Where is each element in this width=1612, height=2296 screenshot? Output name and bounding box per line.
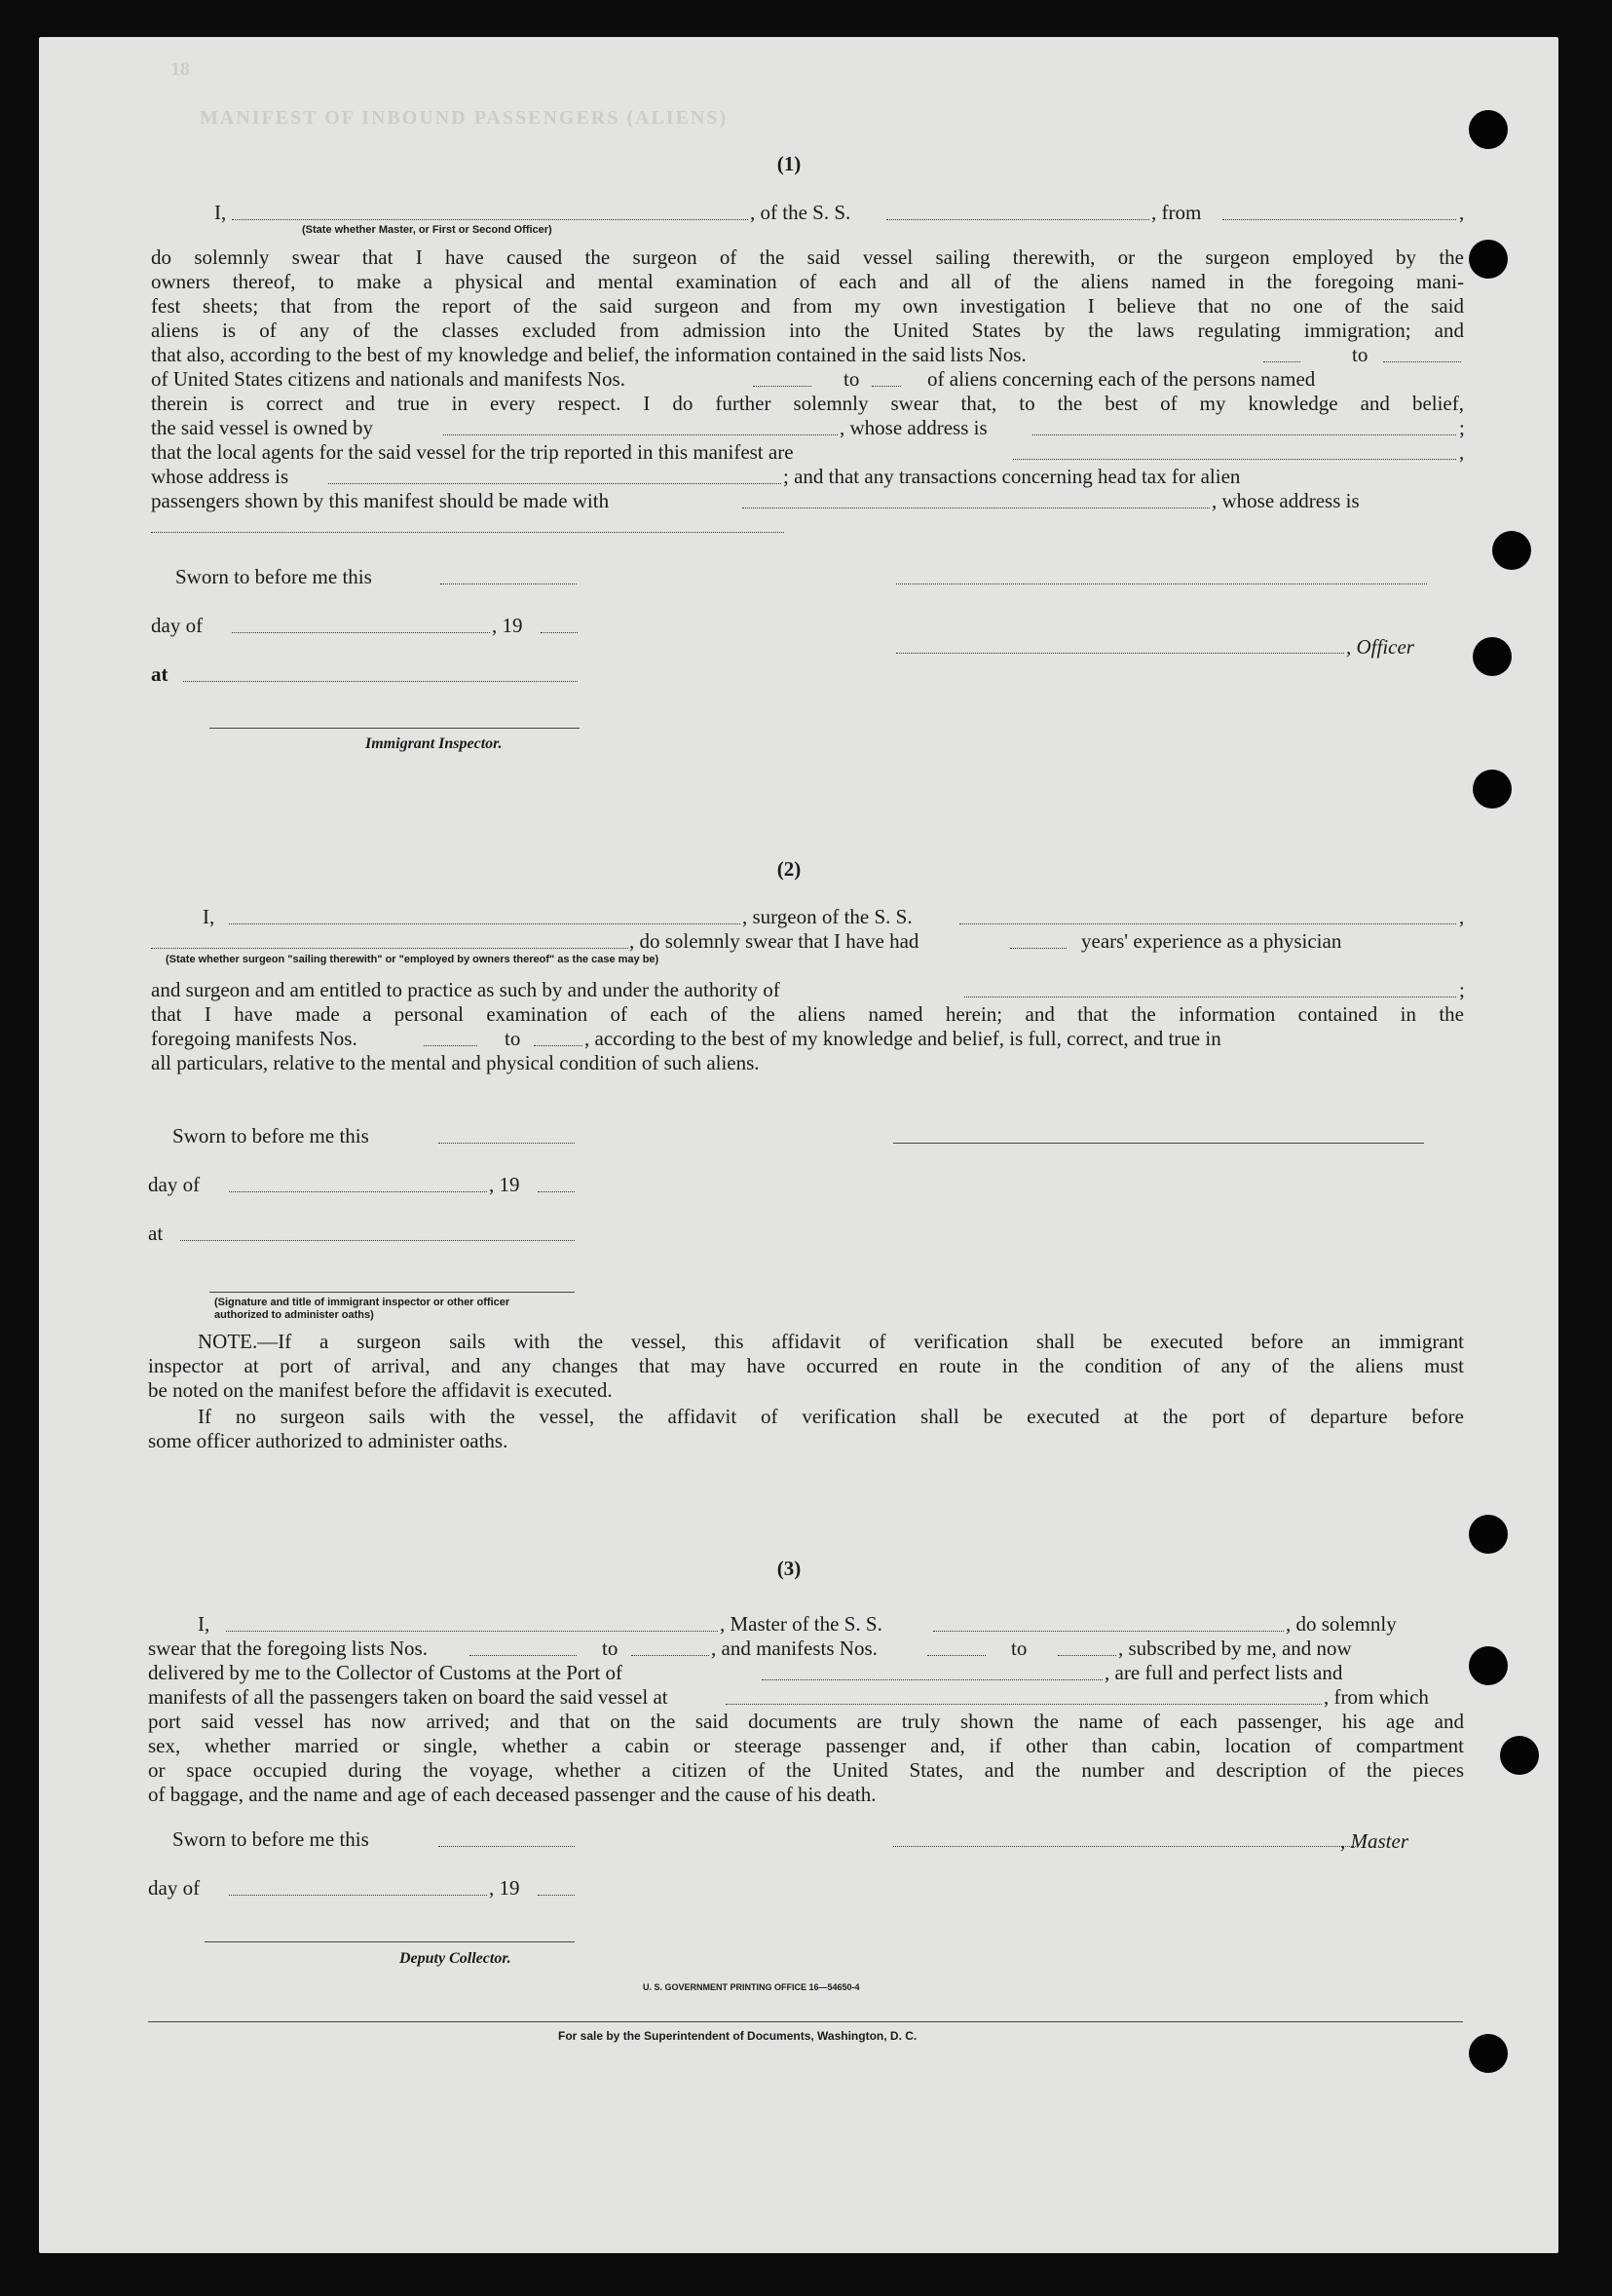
agents-address-field[interactable] [328,483,781,484]
sec3-manifests-from-field[interactable] [927,1655,986,1656]
sec2-manifest-from-field[interactable] [424,1045,477,1046]
sec2-day-of: day of [148,1173,201,1196]
port-of-arrival-field[interactable] [762,1679,1103,1680]
sec3-subscribed: , subscribed by me, and now [1118,1637,1352,1660]
sec2-comma: , [1459,905,1465,928]
punch-hole [1469,1646,1508,1685]
sec1-line-1: do solemnly swear that I have caused the surgeon of the said vessel sailing therewith, or the surgeon employed by the [151,245,1464,269]
manifests-from-field[interactable] [753,386,811,387]
section-1-number: (1) [776,152,802,175]
sec3-lists: swear that the foregoing lists Nos. [148,1637,428,1660]
punch-hole [1469,1515,1508,1554]
sec3-lists-to-field[interactable] [631,1655,709,1656]
sec3-port-of: delivered by me to the Collector of Customs at the Port of [148,1661,622,1684]
sec1-line-3: fest sheets; that from the report of the said surgeon and from my own investigation I believe that no one of the said [151,294,1464,318]
sec1-officer-label: , Officer [1346,635,1414,659]
section-3-number: (3) [776,1557,802,1580]
manifests-to-field[interactable] [872,386,901,387]
sec3-vessel-field[interactable] [933,1631,1284,1632]
sec2-line-6: all particulars, relative to the mental and physical condition of such aliens. [151,1051,760,1074]
sec3-year-field[interactable] [538,1895,575,1896]
master-signature-field[interactable] [893,1846,1356,1847]
note-line-1: NOTE.—If a surgeon sails with the vessel, this affidavit of verification shall be executed before an immigrant [198,1330,1464,1353]
sec3-line-6: sex, whether married or single, whether a cabin or steerage passenger and, if other than cabin, location of compartment [148,1734,1464,1757]
sec1-agents-address-label: whose address is [151,465,289,488]
sec2-sworn-day-field[interactable] [438,1143,575,1144]
gpo-imprint: U. S. GOVERNMENT PRINTING OFFICE 16—54650-4 [643,1982,860,1992]
sec3-manifests: , and manifests Nos. [711,1637,878,1660]
sec1-semicolon: ; [1459,416,1465,439]
surgeon-status-field[interactable] [151,948,628,949]
sec1-head-tax-with: passengers shown by this manifest should be made with [151,489,610,512]
port-of-departure-field[interactable] [726,1704,1322,1705]
sec2-signature-note: (Signature and title of immigrant inspector or other officer authorized to administer oaths) [214,1297,510,1321]
sec3-sworn-day-field[interactable] [438,1846,575,1847]
sec3-lists-to: to [602,1637,619,1660]
sec1-line-5-to: to [1352,343,1368,366]
local-agents-field[interactable] [1013,459,1456,460]
sec3-year-prefix: , 19 [489,1876,520,1900]
officer-name-field[interactable] [232,219,748,220]
sec2-physician: years' experience as a physician [1081,929,1342,953]
sec2-authority: and surgeon and am entitled to practice as such by and under the authority of [151,978,780,1001]
sec1-line-6-to: to [843,367,860,391]
from-port-field[interactable] [1222,219,1456,220]
sec1-line-5: that also, according to the best of my knowledge and belief, the information contained in the said lists Nos. [151,343,1027,366]
note-line-5: some officer authorized to administer oaths. [148,1429,508,1452]
sec3-line-7: or space occupied during the voyage, whether a citizen of the United States, and the number and description of the pieces [148,1758,1464,1782]
deputy-collector-label: Deputy Collector. [399,1950,511,1967]
sec1-head-tax: ; and that any transactions concerning head tax for alien [783,465,1241,488]
sec1-owned-by: the said vessel is owned by [151,416,374,439]
punch-hole [1500,1736,1539,1775]
lists-from-field[interactable] [1263,361,1300,362]
sec1-line-6-end: of aliens concerning each of the persons named [927,367,1316,391]
sec1-comma-2: , [1459,440,1465,464]
sec1-year-prefix: , 19 [492,614,523,637]
punch-hole [1469,110,1508,149]
sec1-local-agents: that the local agents for the said vessel for the trip reported in this manifest are [151,440,794,464]
sec2-year-field[interactable] [538,1191,575,1192]
officer-rank-note: (State whether Master, or First or Second Officer) [302,224,552,236]
sec3-master-of: , Master of the S. S. [720,1612,882,1636]
sec1-sworn-day-field[interactable] [440,583,577,584]
surgeon-status-note: (State whether surgeon "sailing therewith" or "employed by owners thereof" as the case may be) [166,954,659,965]
lists-to-field[interactable] [1383,361,1461,362]
sec3-taken-at: manifests of all the passengers taken on board the said vessel at [148,1685,668,1709]
sec2-i: I, [203,905,215,928]
sec3-day-of: day of [148,1876,201,1900]
sec3-solemnly: , do solemnly [1286,1612,1397,1636]
deputy-collector-signature-line[interactable] [205,1941,575,1942]
sec2-semicolon: ; [1459,978,1465,1001]
sec2-month-field[interactable] [229,1191,487,1192]
section-2-number: (2) [776,857,802,881]
sec1-sworn: Sworn to before me this [175,565,372,588]
sec1-line-2: owners thereof, to make a physical and mental examination of each and all of the aliens named in the foregoing mani- [151,270,1464,293]
sec2-manifest-to-field[interactable] [534,1045,582,1046]
punch-hole [1469,2034,1508,2073]
form-page [39,37,1558,2253]
sec1-comma: , [1459,201,1465,224]
punch-hole [1473,637,1512,676]
sec3-sworn: Sworn to before me this [172,1827,369,1851]
sec1-line-7: therein is correct and true in every respect. I do further solemnly swear that, to the best of my knowledge and belief, [151,392,1464,415]
sec1-day-of: day of [151,614,204,637]
sec2-to: to [505,1027,521,1050]
sec3-lists-from-field[interactable] [469,1655,577,1656]
sec1-i: I, [214,201,227,224]
surgeon-name-field[interactable] [229,923,740,924]
sec2-surgeon-of: , surgeon of the S. S. [742,905,913,928]
sec2-line-5-end: , according to the best of my knowledge and belief, is full, correct, and true in [584,1027,1221,1050]
vessel-name-field[interactable] [886,219,1149,220]
footer-rule [148,2021,1463,2022]
sec1-from: , from [1151,201,1202,224]
sec2-line-4: that I have made a personal examination of each of the aliens named herein; and that the information contained in the [151,1002,1464,1026]
sec1-head-tax-address-label: , whose address is [1212,489,1360,512]
sec2-officer-signature-line[interactable] [209,1292,575,1293]
sec3-full-lists: , are full and perfect lists and [1105,1661,1343,1684]
note-line-2: inspector at port of arrival, and any changes that may have occurred en route in the condition of any of the aliens must [148,1354,1464,1377]
owner-address-field[interactable] [1032,434,1456,435]
sec2-at: at [148,1222,164,1245]
inspector-signature-line[interactable] [209,728,580,729]
sec3-month-field[interactable] [229,1895,487,1896]
sec2-year-prefix: , 19 [489,1173,520,1196]
sec2-vessel-field[interactable] [959,923,1456,924]
note-line-4: If no surgeon sails with the vessel, the affidavit of verification shall be executed at the port of departure before [198,1405,1464,1428]
officer-signature-field[interactable] [896,583,1427,584]
bleed-through-title: MANIFEST OF INBOUND PASSENGERS (ALIENS) [200,107,729,129]
master-name-field[interactable] [226,1631,718,1632]
sec3-master-label: , Master [1340,1829,1408,1853]
sec3-manifests-to: to [1011,1637,1028,1660]
bleed-through-number: 18 [170,58,190,80]
punch-hole [1492,531,1531,570]
sec1-month-field[interactable] [232,632,490,633]
sec1-place-field[interactable] [183,681,578,682]
immigrant-inspector-label: Immigrant Inspector. [365,735,503,752]
sec1-year-field[interactable] [541,632,578,633]
sec1-line-4: aliens is of any of the classes excluded from admission into the United States by the laws regulating immigration; and [151,319,1464,342]
sec2-years-experience: , do solemnly swear that I have had [629,929,919,953]
sec2-manifests: foregoing manifests Nos. [151,1027,357,1050]
surgeon-signature-line[interactable] [893,1143,1424,1144]
sec3-line-8: of baggage, and the name and age of each deceased passenger and the cause of his death. [148,1783,877,1806]
sec3-line-5: port said vessel has now arrived; and that on the said documents are truly shown the name of each passenger, his age and [148,1710,1464,1733]
sec1-of-ss: , of the S. S. [750,201,851,224]
sec3-i: I, [198,1612,210,1636]
for-sale-imprint: For sale by the Superintendent of Documents, Washington, D. C. [558,2029,918,2043]
punch-hole [1473,770,1512,809]
sec1-owner-address-label: , whose address is [840,416,988,439]
sec3-manifests-to-field[interactable] [1058,1655,1116,1656]
sec2-place-field[interactable] [180,1240,575,1241]
owner-field[interactable] [443,434,838,435]
punch-hole [1469,240,1508,279]
officer-title-field[interactable] [896,653,1344,654]
sec1-line-6: of United States citizens and nationals and manifests Nos. [151,367,625,391]
sec3-from-which: , from which [1324,1685,1429,1709]
note-line-3: be noted on the manifest before the affidavit is executed. [148,1378,613,1402]
sec1-at: at [151,662,169,686]
years-experience-field[interactable] [1010,948,1067,949]
head-tax-address-field[interactable] [151,532,784,533]
sec2-sworn: Sworn to before me this [172,1124,369,1148]
